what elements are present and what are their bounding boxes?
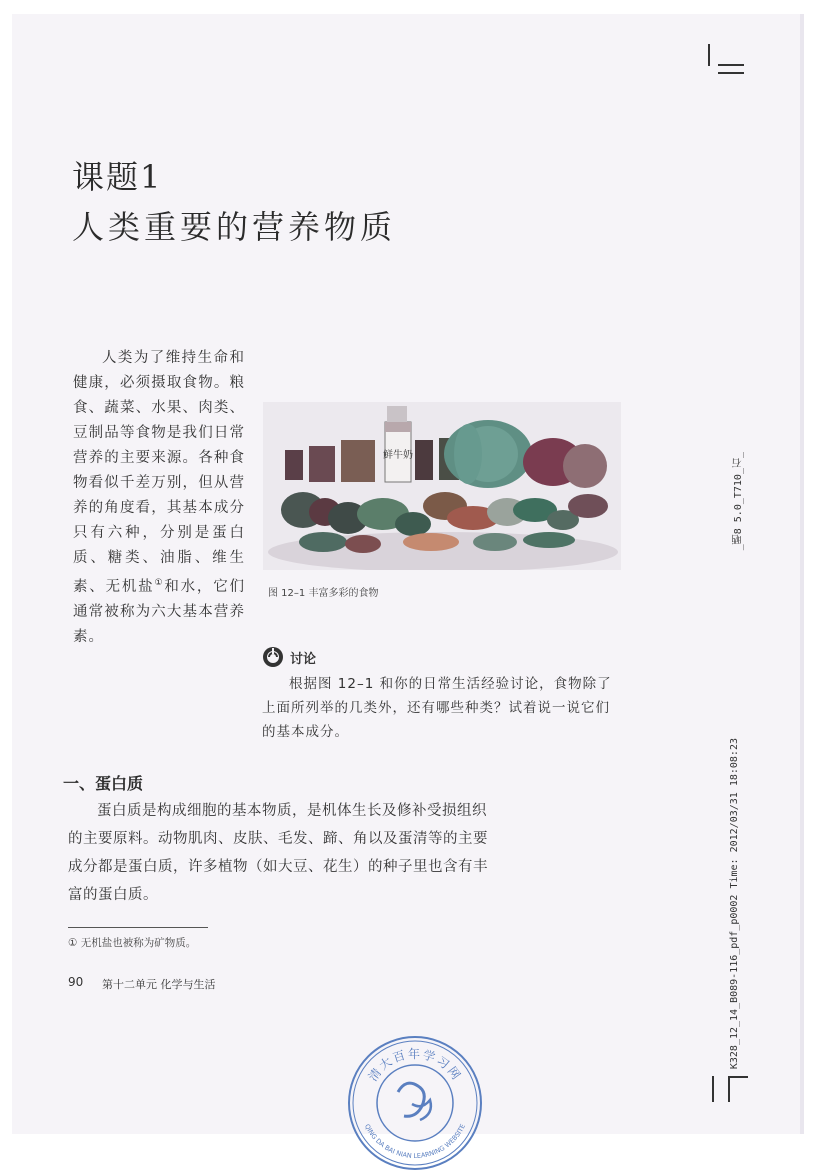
discussion-body (262, 672, 624, 744)
figure-caption: 图 12–1 丰富多彩的食物 (268, 588, 379, 599)
crop-mark-bottom (712, 1076, 714, 1102)
running-title: 第十二单元 化学与生活 (102, 978, 216, 991)
crop-mark-top-h2 (718, 72, 744, 74)
crop-mark-bottom-h (728, 1076, 748, 1078)
watermark-seal (346, 1034, 484, 1172)
milk-carton-text: 鲜牛奶 (383, 450, 413, 461)
print-mark-a: _晒8 5.0_T710_石_ (733, 452, 744, 551)
section-heading: 一、蛋白质 (63, 774, 144, 793)
crop-mark-top-h (718, 64, 744, 66)
page-number: 90 (68, 975, 84, 989)
page-edge (800, 14, 804, 1134)
crop-mark-bottom-v (728, 1076, 730, 1102)
discussion-header (262, 646, 316, 668)
intro-text-a: 人类为了维持生命和健康，必须摄取食物。粮食、蔬菜、水果、肉类、豆制品等食物是我们日常营养的主要来源。各种食物看似千差万别，但从营养的角度看，其基本成分只有六种，分别是蛋白质、糖类、油脂、维生素、无机盐 (73, 350, 245, 595)
crop-mark-top (708, 44, 710, 66)
footnote-rule (68, 927, 208, 928)
section-text: 蛋白质是构成细胞的基本物质，是机体生长及修补受损组织的主要原料。动物肌肉、皮肤、毛发、蹄、角以及蛋清等的主要成分都是蛋白质，许多植物（如大豆、花生）的种子里也含有丰富的蛋白质。 (68, 803, 488, 903)
lesson-title: 人类重要的营养物质 (72, 208, 397, 246)
intro-text-b: 和水，它们通常被称为六大基本营养素。 (73, 578, 246, 645)
discussion-text: 根据图 12–1 和你的日常生活经验讨论，食物除了上面所列举的几类外，还有哪些种类？试着说一说它们的基本成分。 (262, 676, 612, 740)
food-photo (263, 402, 621, 570)
seal-text-en: QING DA BAI NIAN LEARNING WEBSITE (362, 1122, 468, 1161)
seal-text: 清大百年学习网 (365, 1047, 465, 1084)
discussion-icon (262, 646, 284, 668)
footnote-ref: ① (154, 578, 165, 588)
footnote: ① 无机盐也被称为矿物质。 (68, 937, 197, 949)
lesson-number: 课题1 (72, 158, 163, 196)
intro-sidebar (73, 346, 245, 650)
print-mark-b: K328_12_14_B089-116_pdf_p0002 Time: 2012/03/31 18:08:23 (729, 738, 740, 1070)
section-body (68, 797, 498, 909)
discussion-label: 讨论 (290, 651, 317, 667)
